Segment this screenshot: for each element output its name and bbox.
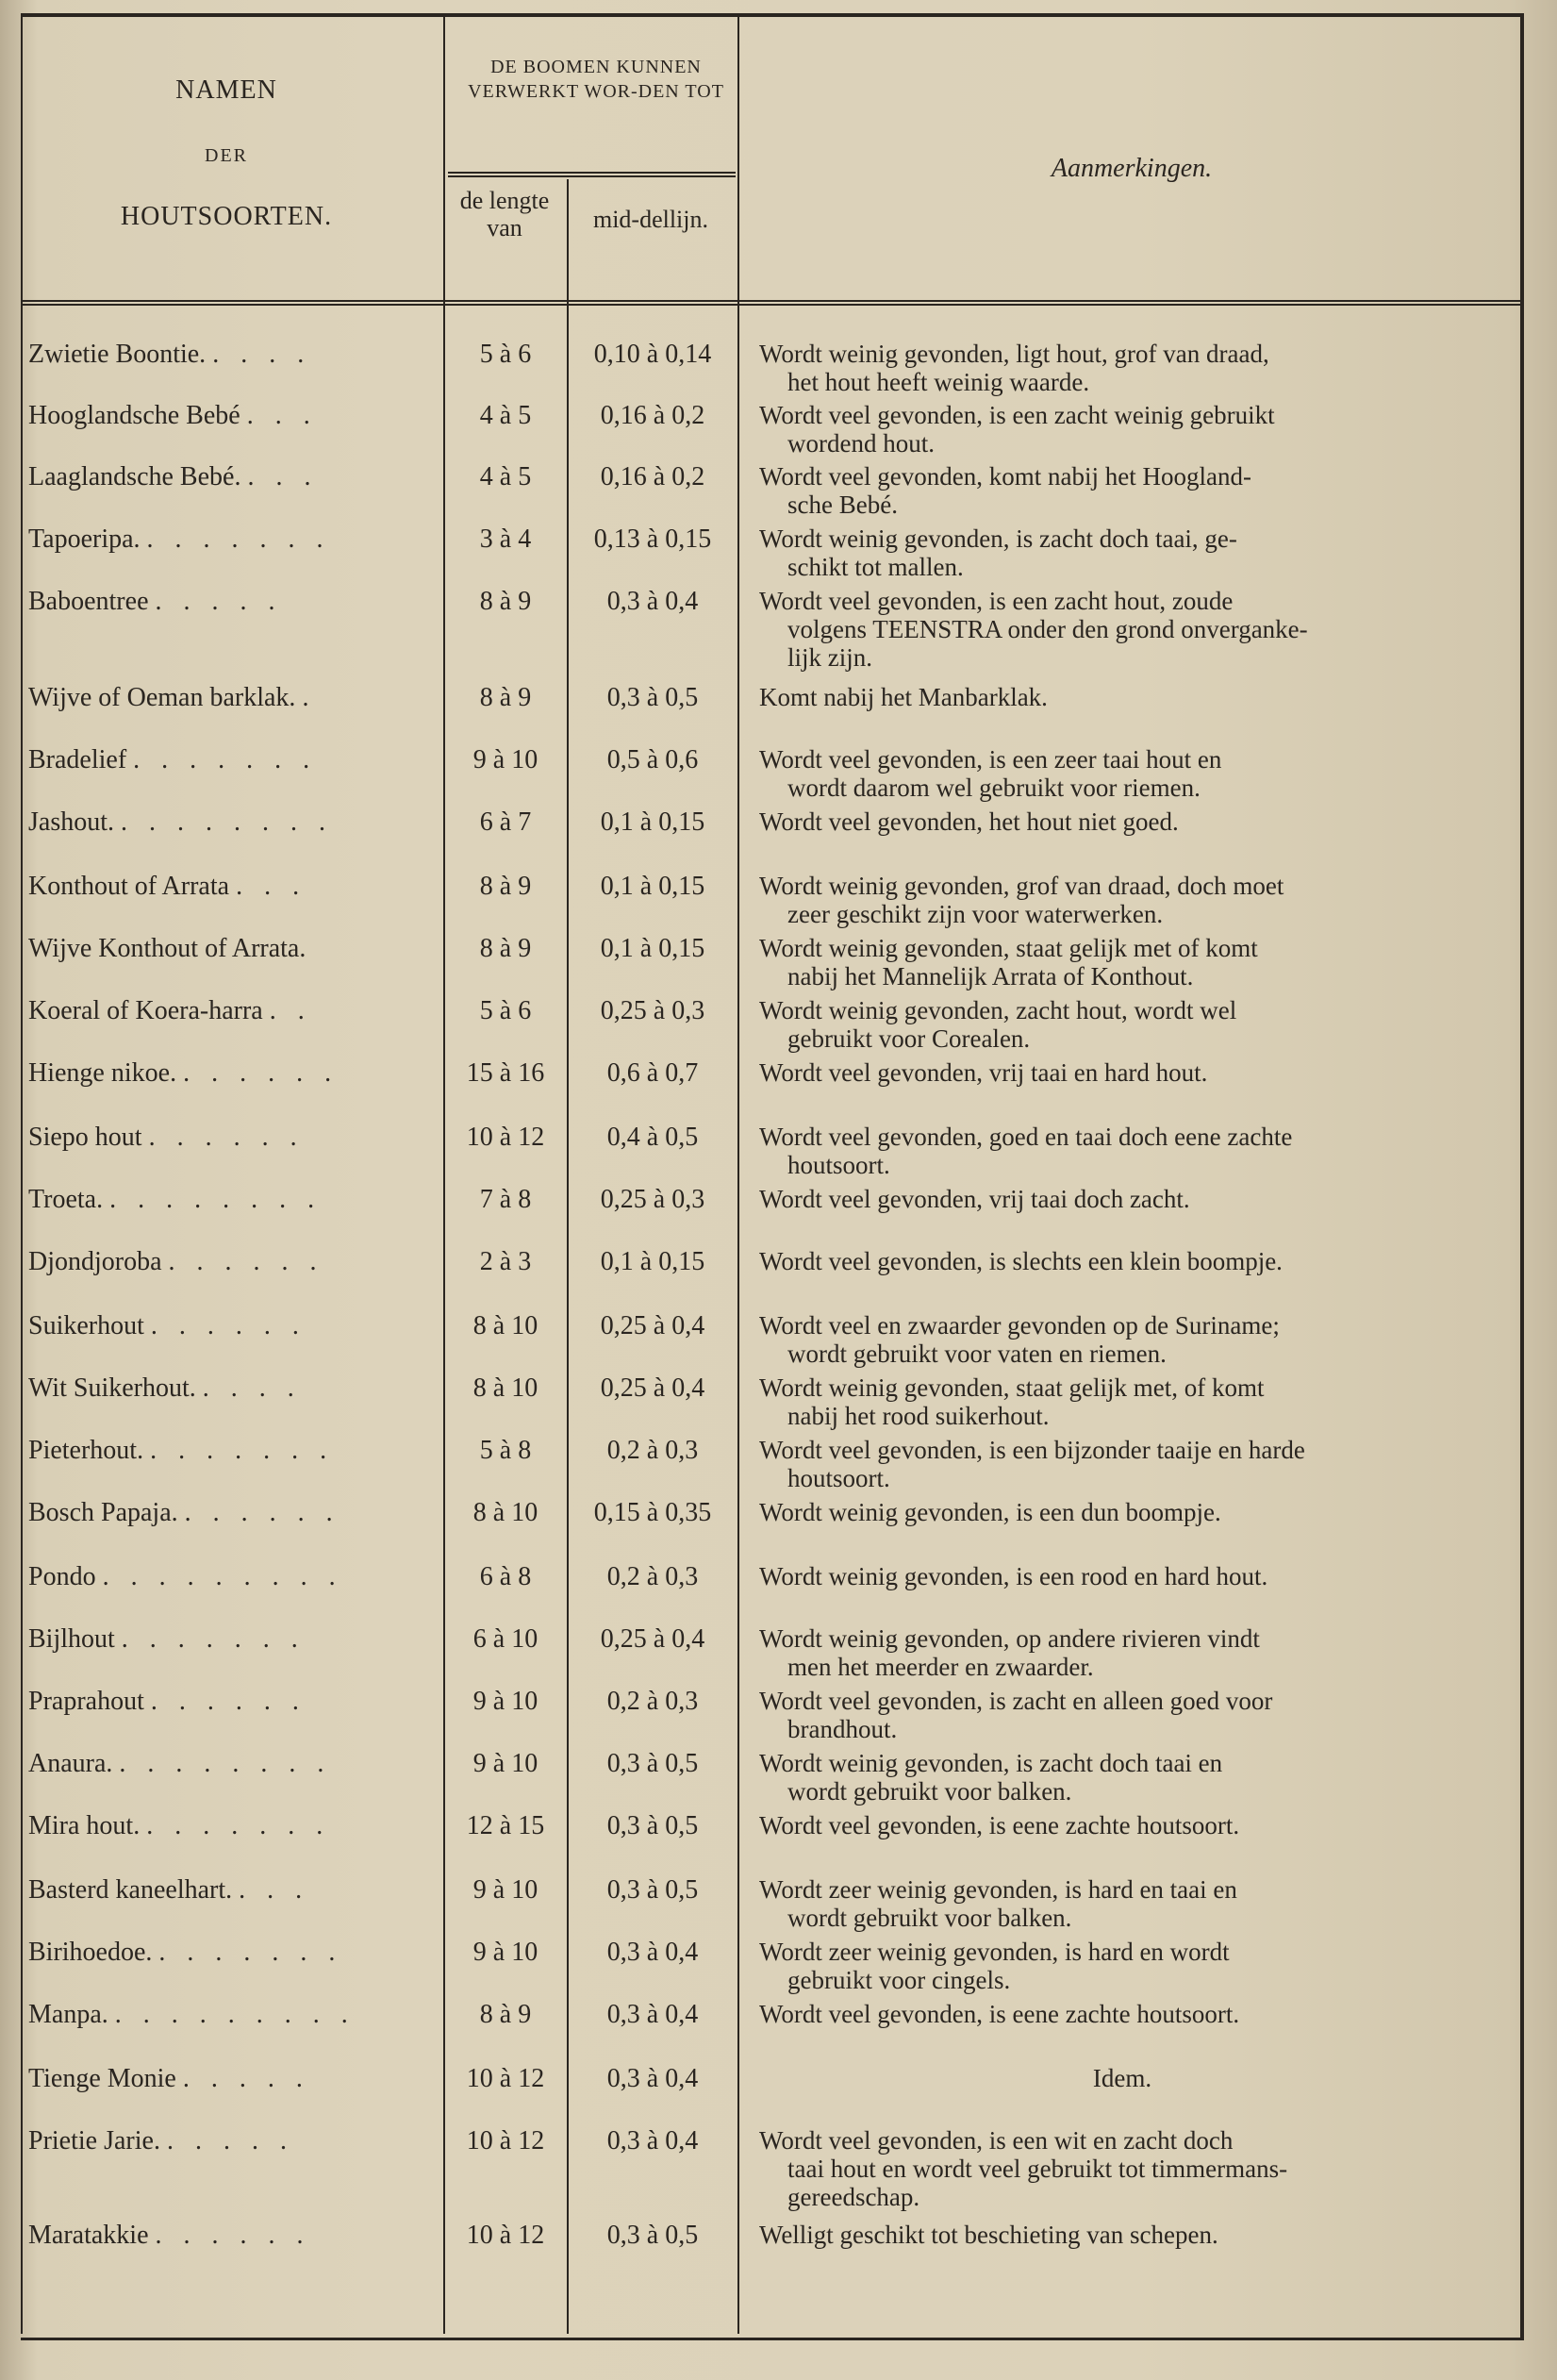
remark-line-1: Wordt weinig gevonden, is een dun boompje. xyxy=(759,1498,1221,1526)
length-value: 9 à 10 xyxy=(472,1938,538,1967)
leader-dots: . . . . . . xyxy=(155,2221,311,2250)
length-value: 8 à 9 xyxy=(479,2000,532,2029)
remark-line-2: wordt gebruikt voor balken. xyxy=(787,1904,1072,1932)
length-value: 8 à 9 xyxy=(479,683,532,712)
length-value: 10 à 12 xyxy=(466,2064,545,2093)
remark xyxy=(759,1687,1485,1743)
length-value: 2 à 3 xyxy=(479,1247,532,1276)
remark-line-1: Wordt veel gevonden, goed en taai doch eene zachte xyxy=(759,1123,1293,1151)
wood-name xyxy=(28,2126,443,2156)
remark-line-2: men het meerder en zwaarder. xyxy=(787,1653,1094,1681)
remark-line-1: Wordt veel gevonden, is zacht en alleen goed voor xyxy=(759,1687,1273,1715)
wood-name-text: Manpa. xyxy=(28,2000,108,2029)
remark xyxy=(759,1311,1485,1368)
header-lengte: de lengte van xyxy=(459,187,550,241)
remark-line-2: houtsoort. xyxy=(787,1464,890,1492)
wood-name xyxy=(28,462,443,492)
wood-name-text: Laaglandsche Bebé. xyxy=(28,462,241,491)
remark-line-1: Idem. xyxy=(1092,2064,1152,2092)
length-value: 6 à 7 xyxy=(479,807,532,837)
length-value: 4 à 5 xyxy=(479,401,532,430)
leader-dots: . . . . xyxy=(202,1373,302,1403)
wood-name xyxy=(28,1624,443,1655)
wood-name-text: Bradelief xyxy=(28,745,127,774)
remark xyxy=(759,1123,1485,1179)
table-row xyxy=(0,462,1509,524)
length-value: 9 à 10 xyxy=(472,745,538,774)
remark xyxy=(759,1749,1485,1806)
wood-name xyxy=(28,1436,443,1466)
remark xyxy=(759,2064,1485,2092)
length-value: 10 à 12 xyxy=(466,2221,545,2250)
wood-name xyxy=(28,1247,443,1277)
diameter-value: 0,25 à 0,3 xyxy=(600,996,705,1025)
wood-name xyxy=(28,996,443,1026)
remark-line-2: het hout heeft weinig waarde. xyxy=(787,368,1090,396)
table-row xyxy=(0,934,1509,996)
remark xyxy=(759,1562,1485,1590)
diameter-value: 0,3 à 0,5 xyxy=(606,1875,699,1905)
diameter-value: 0,4 à 0,5 xyxy=(606,1123,699,1152)
leader-dots: . . . . . . . xyxy=(146,524,331,554)
length-value: 6 à 10 xyxy=(472,1624,538,1654)
diameter-value: 0,15 à 0,35 xyxy=(593,1498,712,1527)
diameter-value: 0,25 à 0,3 xyxy=(600,1185,705,1214)
wood-name xyxy=(28,1687,443,1717)
remark-line-2: nabij het Mannelijk Arrata of Konthout. xyxy=(787,962,1194,990)
remark-line-1: Wordt weinig gevonden, op andere rivieren vindt xyxy=(759,1624,1260,1653)
wood-name-text: Koeral of Koera-harra xyxy=(28,996,263,1025)
leader-dots: . . . . . . xyxy=(150,1687,306,1716)
table-row xyxy=(0,1749,1509,1811)
diameter-value: 0,3 à 0,4 xyxy=(606,2064,699,2093)
leader-dots: . . . . xyxy=(212,340,312,369)
wood-name xyxy=(28,1938,443,1968)
leader-dots: . . . . . . xyxy=(150,1311,306,1340)
diameter-value: 0,1 à 0,15 xyxy=(600,807,705,837)
remark-line-2: schikt tot mallen. xyxy=(787,553,964,581)
remark-line-2: gebruikt voor Corealen. xyxy=(787,1024,1031,1053)
remark xyxy=(759,401,1485,458)
diameter-value: 0,5 à 0,6 xyxy=(606,745,699,774)
diameter-value: 0,1 à 0,15 xyxy=(600,934,705,963)
remark-line-1: Wordt veel en zwaarder gevonden op de Suriname; xyxy=(759,1311,1280,1340)
length-value: 5 à 8 xyxy=(479,1436,532,1465)
leader-dots: . . . . . . . xyxy=(146,1811,331,1840)
table-row xyxy=(0,401,1509,463)
remark xyxy=(759,1875,1485,1932)
remark-line-1: Wordt weinig gevonden, is zacht doch taai en xyxy=(759,1749,1223,1777)
leader-dots: . . . . . . xyxy=(168,1247,324,1276)
remark-line-2: wordt gebruikt voor balken. xyxy=(787,1777,1072,1806)
wood-name xyxy=(28,340,443,370)
table-row xyxy=(0,1624,1509,1687)
wood-name-text: Hooglandsche Bebé xyxy=(28,401,240,430)
remark xyxy=(759,2221,1485,2249)
length-value: 8 à 10 xyxy=(472,1311,538,1340)
remark-line-1: Wordt veel gevonden, is een wit en zacht doch xyxy=(759,2126,1234,2155)
wood-name xyxy=(28,807,443,838)
table-row xyxy=(0,1875,1509,1938)
length-value: 9 à 10 xyxy=(472,1749,538,1778)
remark xyxy=(759,807,1485,836)
diameter-value: 0,3 à 0,5 xyxy=(606,1811,699,1840)
table-row xyxy=(0,1436,1509,1498)
diameter-value: 0,3 à 0,5 xyxy=(606,1749,699,1778)
table-row xyxy=(0,683,1509,745)
leader-dots: . . . . . . xyxy=(148,1123,305,1152)
leader-dots: . . . . . . . . xyxy=(121,807,333,837)
remark-line-2: taai hout en wordt veel gebruikt tot timmermans- xyxy=(787,2155,1288,2183)
wood-name xyxy=(28,1811,443,1841)
table-row xyxy=(0,1123,1509,1185)
wood-name-text: Jashout. xyxy=(28,807,114,837)
length-value: 8 à 10 xyxy=(472,1498,538,1527)
remark-line-1: Wordt weinig gevonden, staat gelijk met, of komt xyxy=(759,1373,1265,1402)
diameter-value: 0,3 à 0,4 xyxy=(606,2000,699,2029)
wood-name-text: Siepo hout xyxy=(28,1123,142,1152)
wood-name-text: Troeta. xyxy=(28,1185,104,1214)
length-value: 10 à 12 xyxy=(466,2126,545,2155)
remark xyxy=(759,1058,1485,1087)
remark-line-2: wordend hout. xyxy=(787,429,935,458)
remark-line-2: nabij het rood suikerhout. xyxy=(787,1402,1050,1430)
remark xyxy=(759,2126,1485,2211)
remark xyxy=(759,1185,1485,1213)
leader-dots: . . . xyxy=(247,462,319,491)
diameter-value: 0,16 à 0,2 xyxy=(600,401,705,430)
remark-line-1: Wordt weinig gevonden, staat gelijk met of komt xyxy=(759,934,1258,962)
wood-name-text: Birihoedoe. xyxy=(28,1938,153,1967)
wood-name xyxy=(28,1123,443,1153)
diameter-value: 0,1 à 0,15 xyxy=(600,872,705,901)
header-houtsoorten: HOUTSOORTEN. xyxy=(120,202,333,231)
wood-name-text: Mira hout. xyxy=(28,1811,141,1840)
table-row xyxy=(0,807,1509,870)
table-row xyxy=(0,2000,1509,2062)
wood-name xyxy=(28,587,443,617)
wood-name-text: Wit Suikerhout. xyxy=(28,1373,196,1403)
remark-line-2: brandhout. xyxy=(787,1715,898,1743)
wood-name xyxy=(28,1373,443,1404)
remark xyxy=(759,587,1485,672)
remark-line-1: Wordt zeer weinig gevonden, is hard en wordt xyxy=(759,1938,1230,1966)
wood-name xyxy=(28,1185,443,1215)
remark xyxy=(759,1811,1485,1839)
length-value: 10 à 12 xyxy=(466,1123,545,1152)
wood-name-text: Anaura. xyxy=(28,1749,113,1778)
leader-dots: . . . . . . . xyxy=(121,1624,306,1654)
remark-line-1: Wordt veel gevonden, is eene zachte houtsoort. xyxy=(759,1811,1240,1839)
length-value: 12 à 15 xyxy=(466,1811,545,1840)
header-der: DER xyxy=(205,145,248,166)
leader-dots: . . . . . xyxy=(166,2126,294,2155)
remark xyxy=(759,683,1485,711)
length-value: 8 à 9 xyxy=(479,587,532,616)
subheader-rule xyxy=(448,172,736,177)
wood-name xyxy=(28,1749,443,1779)
remark-line-1: Wordt weinig gevonden, is een rood en hard hout. xyxy=(759,1562,1268,1590)
table-row xyxy=(0,1058,1509,1121)
leader-dots: . . . . . . . xyxy=(150,1436,335,1465)
remark xyxy=(759,524,1485,581)
leader-dots: . . . . . . . . xyxy=(119,1749,332,1778)
wood-name-text: Basterd kaneelhart. xyxy=(28,1875,233,1905)
remark-line-1: Wordt veel gevonden, is een zacht weinig gebruikt xyxy=(759,401,1275,429)
table-row xyxy=(0,1185,1509,1247)
remark-line-1: Wordt veel gevonden, komt nabij het Hoogland- xyxy=(759,462,1251,491)
diameter-value: 0,25 à 0,4 xyxy=(600,1624,705,1654)
leader-dots: . . . . . xyxy=(155,587,283,616)
wood-name xyxy=(28,745,443,775)
wood-name xyxy=(28,1875,443,1906)
header-namen: NAMEN xyxy=(175,75,277,105)
table-row xyxy=(0,587,1509,672)
diameter-value: 0,2 à 0,3 xyxy=(606,1687,699,1716)
wood-name-text: Prietie Jarie. xyxy=(28,2126,160,2155)
table-row xyxy=(0,1247,1509,1309)
leader-dots: . . . . . . xyxy=(183,1058,340,1088)
table-row xyxy=(0,1373,1509,1436)
remark-line-1: Komt nabij het Manbarklak. xyxy=(759,683,1048,711)
remark-line-1: Welligt geschikt tot beschieting van schepen. xyxy=(759,2221,1218,2249)
header-boomen-kunnen: DE BOOMEN KUNNEN VERWERKT WOR-DEN TOT xyxy=(468,57,724,102)
wood-name-text: Pondo xyxy=(28,1562,96,1591)
length-value: 9 à 10 xyxy=(472,1687,538,1716)
leader-dots: . . . . . . . . . xyxy=(114,2000,356,2029)
wood-name-text: Suikerhout xyxy=(28,1311,144,1340)
remark xyxy=(759,934,1485,990)
wood-name xyxy=(28,872,443,902)
diameter-value: 0,3 à 0,4 xyxy=(606,587,699,616)
remark-line-1: Wordt veel gevonden, is slechts een klein boompje. xyxy=(759,1247,1283,1275)
length-value: 5 à 6 xyxy=(479,996,532,1025)
leader-dots: . . . . . . . xyxy=(158,1938,343,1967)
wood-name-text: Praprahout xyxy=(28,1687,144,1716)
wood-name xyxy=(28,2000,443,2030)
length-value: 8 à 9 xyxy=(479,934,532,963)
diameter-value: 0,3 à 0,5 xyxy=(606,683,699,712)
table-row xyxy=(0,2221,1509,2283)
remark xyxy=(759,1938,1485,1994)
table-row xyxy=(0,1938,1509,2000)
wood-name-text: Tienge Monie xyxy=(28,2064,176,2093)
length-value: 8 à 10 xyxy=(472,1373,538,1403)
leader-dots: . . . xyxy=(246,401,318,430)
length-value: 15 à 16 xyxy=(466,1058,545,1088)
table-row xyxy=(0,340,1509,402)
remark xyxy=(759,340,1485,396)
diameter-value: 0,25 à 0,4 xyxy=(600,1311,705,1340)
header-rule xyxy=(21,300,1524,306)
wood-name-text: Bosch Papaja. xyxy=(28,1498,178,1527)
wood-name-text: Wijve of Oeman barklak. xyxy=(28,683,296,712)
remark-line-1: Wordt weinig gevonden, zacht hout, wordt wel xyxy=(759,996,1237,1024)
wood-name-text: Pieterhout. xyxy=(28,1436,144,1465)
remark-line-1: Wordt weinig gevonden, is zacht doch taai, ge- xyxy=(759,524,1237,553)
remark-line-3: gereedschap. xyxy=(787,2183,920,2211)
remark xyxy=(759,1247,1485,1275)
wood-name-text: Maratakkie xyxy=(28,2221,149,2250)
remark xyxy=(759,1436,1485,1492)
diameter-value: 0,2 à 0,3 xyxy=(606,1562,699,1591)
length-value: 8 à 9 xyxy=(479,872,532,901)
remark-line-1: Wordt veel gevonden, is een zacht hout, zoude xyxy=(759,587,1234,615)
remark-line-1: Wordt veel gevonden, is een zeer taai hout en xyxy=(759,745,1222,774)
table-row xyxy=(0,1498,1509,1560)
remark-line-2: houtsoort. xyxy=(787,1151,890,1179)
remark xyxy=(759,996,1485,1053)
leader-dots: . . . . . . xyxy=(184,1498,340,1527)
length-value: 7 à 8 xyxy=(479,1185,532,1214)
remark-line-1: Wordt weinig gevonden, grof van draad, doch moet xyxy=(759,872,1284,900)
remark-line-1: Wordt weinig gevonden, ligt hout, grof van draad, xyxy=(759,340,1269,368)
wood-name xyxy=(28,1562,443,1592)
remark-line-3: lijk zijn. xyxy=(787,643,872,672)
remark-line-1: Wordt zeer weinig gevonden, is hard en taai en xyxy=(759,1875,1237,1904)
table-row xyxy=(0,1562,1509,1624)
diameter-value: 0,10 à 0,14 xyxy=(593,340,712,369)
wood-name-text: Konthout of Arrata xyxy=(28,872,230,901)
diameter-value: 0,16 à 0,2 xyxy=(600,462,705,491)
remark xyxy=(759,745,1485,802)
remark-line-1: Wordt veel gevonden, het hout niet goed. xyxy=(759,807,1179,836)
remark xyxy=(759,1498,1485,1526)
table-row xyxy=(0,524,1509,587)
wood-name xyxy=(28,1058,443,1089)
wood-name-text: Zwietie Boontie. xyxy=(28,340,207,369)
remark xyxy=(759,872,1485,928)
diameter-value: 0,3 à 0,5 xyxy=(606,2221,699,2250)
wood-name-text: Baboentree xyxy=(28,587,149,616)
remark xyxy=(759,462,1485,519)
wood-name xyxy=(28,1311,443,1341)
table-row xyxy=(0,1687,1509,1749)
remark-line-2: volgens TEENSTRA onder den grond onverganke- xyxy=(787,615,1308,643)
diameter-value: 0,1 à 0,15 xyxy=(600,1247,705,1276)
wood-name xyxy=(28,934,443,964)
leader-dots: . . . xyxy=(236,872,307,901)
remark-line-2: wordt daarom wel gebruikt voor riemen. xyxy=(787,774,1201,802)
remark-line-1: Wordt veel gevonden, is een bijzonder taaije en harde xyxy=(759,1436,1305,1464)
table-row xyxy=(0,2126,1509,2211)
diameter-value: 0,3 à 0,4 xyxy=(606,2126,699,2155)
table-row xyxy=(0,996,1509,1058)
remark-line-2: zeer geschikt zijn voor waterwerken. xyxy=(787,900,1164,928)
remark-line-2: wordt gebruikt voor vaten en riemen. xyxy=(787,1340,1167,1368)
wood-name-text: Tapoeripa. xyxy=(28,524,141,554)
wood-name xyxy=(28,683,443,713)
wood-name-text: Hienge nikoe. xyxy=(28,1058,177,1088)
remark-line-2: gebruikt voor cingels. xyxy=(787,1966,1011,1994)
leader-dots: . . . . . xyxy=(182,2064,310,2093)
table-row xyxy=(0,1811,1509,1873)
wood-name xyxy=(28,524,443,555)
length-value: 9 à 10 xyxy=(472,1875,538,1905)
wood-name-text: Bijlhout xyxy=(28,1624,115,1654)
diameter-value: 0,25 à 0,4 xyxy=(600,1373,705,1403)
leader-dots: . . . . . . . . . xyxy=(102,1562,343,1591)
header-aanmerkingen: Aanmerkingen. xyxy=(1051,154,1213,183)
length-value: 4 à 5 xyxy=(479,462,532,491)
remark xyxy=(759,1624,1485,1681)
remark xyxy=(759,2000,1485,2028)
wood-name xyxy=(28,401,443,431)
wood-name-text: Wijve Konthout of Arrata. xyxy=(28,934,306,963)
table-row xyxy=(0,1311,1509,1373)
table-row xyxy=(0,745,1509,807)
remark-line-1: Wordt veel gevonden, is eene zachte houtsoort. xyxy=(759,2000,1240,2028)
remark xyxy=(759,1373,1485,1430)
remark-line-1: Wordt veel gevonden, vrij taai en hard hout. xyxy=(759,1058,1208,1087)
diameter-value: 0,13 à 0,15 xyxy=(593,524,712,554)
leader-dots: . . . . . . . xyxy=(133,745,318,774)
wood-name xyxy=(28,1498,443,1528)
remark-line-2: sche Bebé. xyxy=(787,491,898,519)
diameter-value: 0,3 à 0,4 xyxy=(606,1938,699,1967)
leader-dots: . . . xyxy=(239,1875,310,1905)
diameter-value: 0,2 à 0,3 xyxy=(606,1436,699,1465)
wood-name xyxy=(28,2064,443,2094)
wood-name xyxy=(28,2221,443,2251)
table-row xyxy=(0,872,1509,934)
leader-dots: . . . . . . . . xyxy=(109,1185,323,1214)
leader-dots: . . xyxy=(269,996,312,1025)
length-value: 5 à 6 xyxy=(479,340,532,369)
remark-line-1: Wordt veel gevonden, vrij taai doch zacht. xyxy=(759,1185,1190,1213)
wood-name-text: Djondjoroba xyxy=(28,1247,162,1276)
length-value: 6 à 8 xyxy=(479,1562,532,1591)
length-value: 3 à 4 xyxy=(479,524,532,554)
leader-dots: . xyxy=(302,683,317,712)
table-row xyxy=(0,2064,1509,2126)
diameter-value: 0,6 à 0,7 xyxy=(606,1058,699,1088)
header-middellijn: mid-dellijn. xyxy=(592,206,709,233)
